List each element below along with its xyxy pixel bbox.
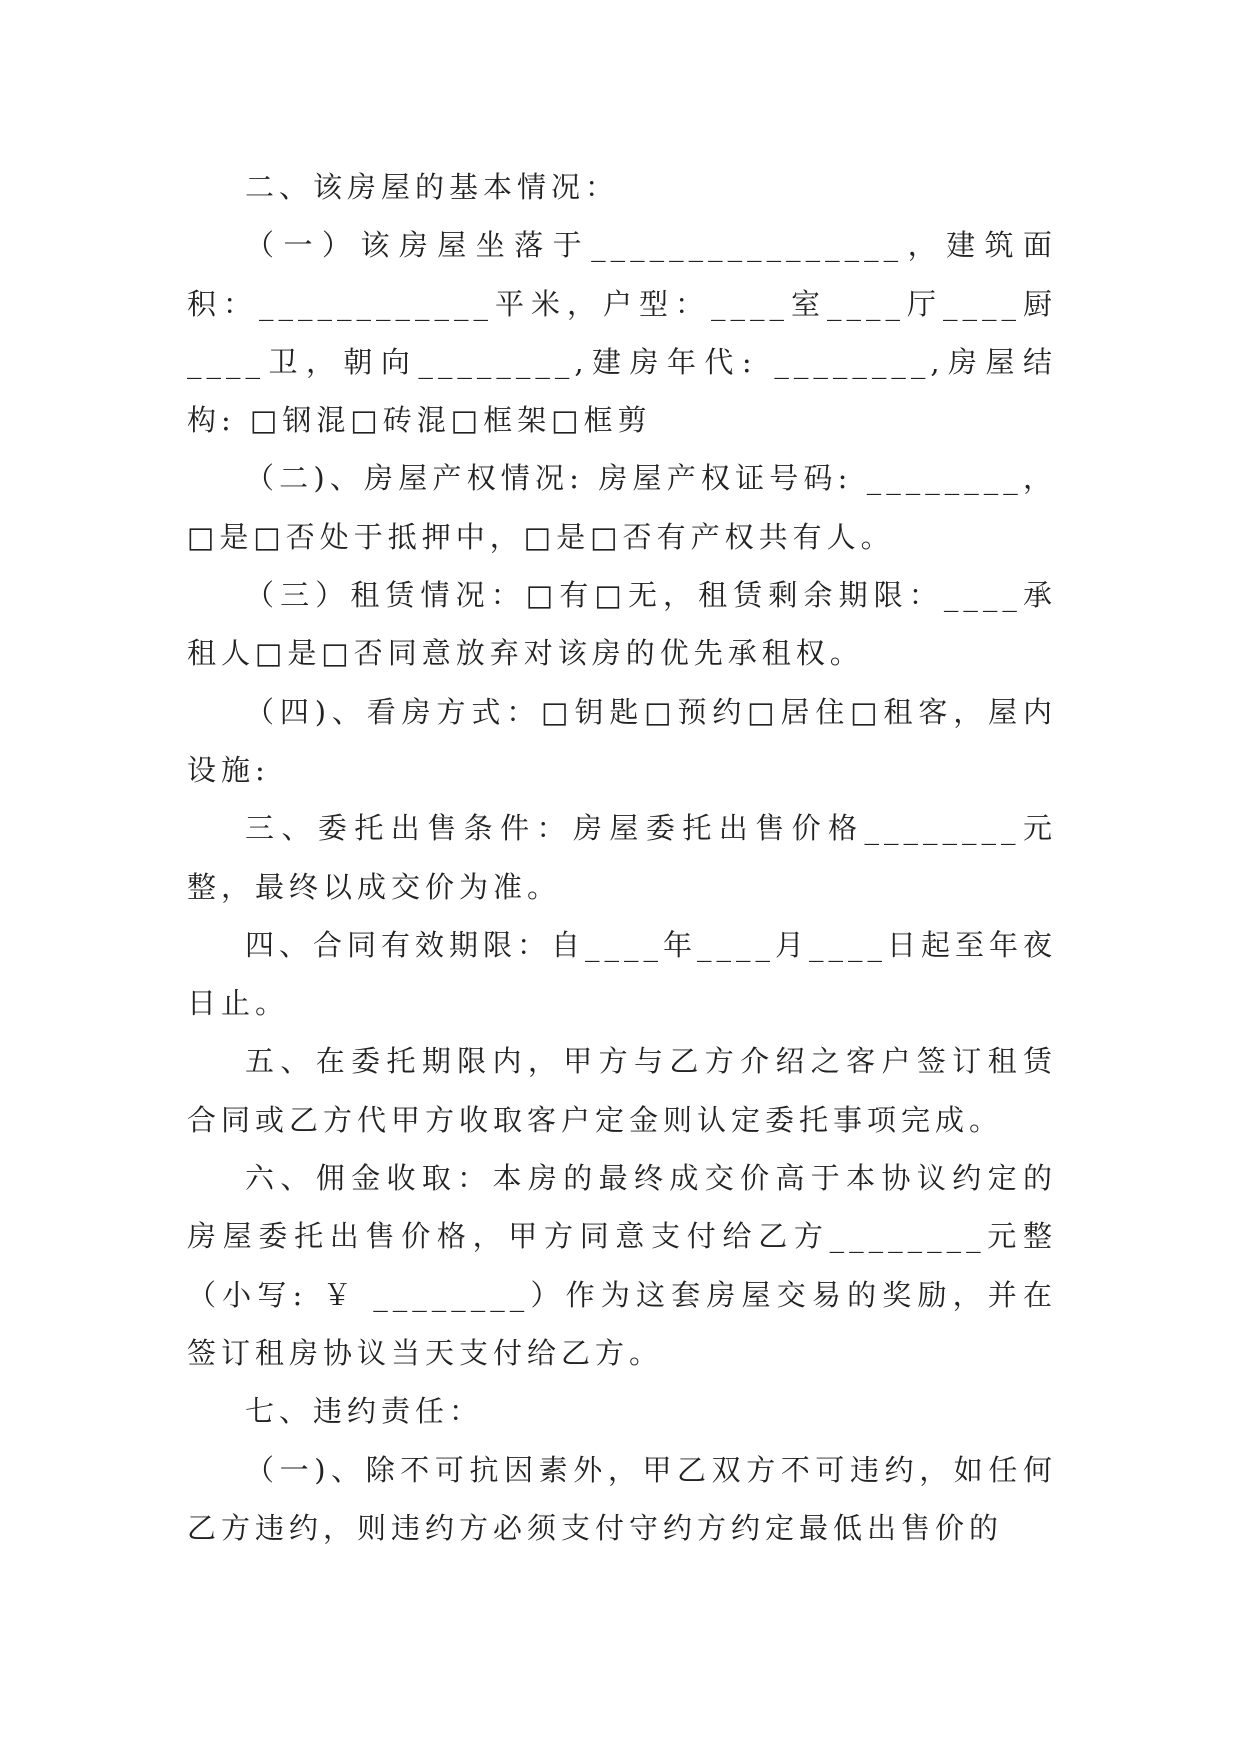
section-6-commission: 六、佣金收取：本房的最终成交价高于本协议约定的房屋委托出售价格，甲方同意支付给乙方________元整（小写: ￥ ________）作为这套房屋交易的奖励，并在签订租房协议当天支付给乙方。 (187, 1161, 1057, 1370)
section-5-completion: 五、在委托期限内，甲方与乙方介绍之客户签订租赁合同或乙方代甲方收取客户定金则认定委托事项完成。 (187, 1044, 1057, 1137)
section-7-heading: 七、违约责任： (245, 1394, 484, 1429)
property-location-clause: （一）该房屋坐落于________________，建筑面积：____________平米，户型：____室____厅____厨____卫，朝向________,建房年代: ________,房屋结构: □钢混□砖混□框架□框剪 (187, 228, 1057, 438)
section-3-sale-conditions: 三、委托出售条件：房屋委托出售价格________元整，最终以成交价为准。 (187, 811, 1057, 904)
breach-clause-1: （一)、除不可抗因素外，甲乙双方不可违约，如任何乙方违约，则违约方必须支付守约方约定最低出售价的 (187, 1452, 1057, 1545)
section-2-heading: 二、该房屋的基本情况： (245, 170, 620, 204)
lease-status-clause: （三）租赁情况：□有□无，租赁剩余期限：____承租人□是□否同意放弃对该房的优先承租权。 (187, 578, 1057, 671)
property-ownership-clause: （二)、房屋产权情况: 房屋产权证号码: ________，□是□否处于抵押中，□是□否有产权共有人。 (187, 461, 1057, 554)
document-body (187, 158, 1057, 1557)
section-4-contract-term: 四、合同有效期限：自____年____月____日起至年夜日止。 (187, 927, 1058, 1021)
viewing-method-clause: （四)、看房方式：□钥匙□预约□居住□租客，屋内设施: (187, 694, 1057, 787)
